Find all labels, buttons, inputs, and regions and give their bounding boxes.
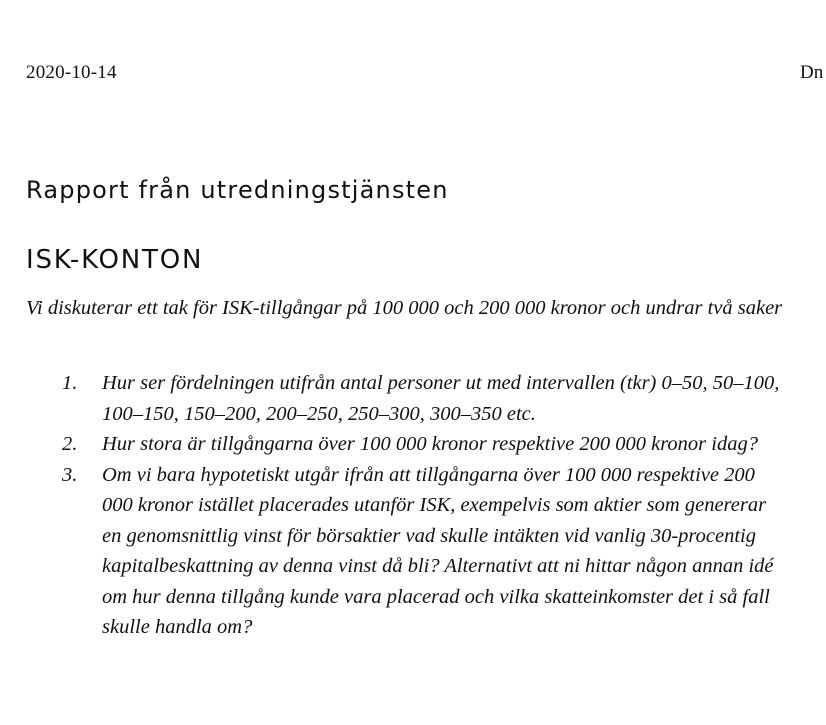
- question-list: [62, 368, 782, 643]
- question-text: Hur ser fördelningen utifrån antal personer ut med intervallen (tkr) 0–50, 50–100, 100–150, 150–200, 200–250, 250–300, 300–350 etc.: [102, 372, 780, 425]
- document-reference: Dn: [800, 62, 824, 83]
- question-item: [62, 368, 782, 429]
- question-number: 1.: [62, 372, 78, 394]
- question-item: [62, 460, 782, 643]
- question-number: 2.: [62, 433, 78, 455]
- question-item: [62, 429, 782, 460]
- question-text: Om vi bara hypotetiskt utgår ifrån att tillgångarna över 100 000 respektive 200 000 kronor istället placerades utanför ISK, exempelvis som aktier som genererar en genomsnittlig vinst för börsaktier vad skulle intäkten vid vanlig 30-procentig kapitalbeskattning av denna vinst då bli? Alternativt att ni hittar någon annan idé om hur denna tillgång kunde vara placerad och vilka skatteinkomster det i så fall skulle handla om?: [102, 463, 774, 638]
- document-date: 2020-10-14: [26, 62, 117, 83]
- section-title: ISK-KONTON: [26, 245, 204, 275]
- section-intro: Vi diskuterar ett tak för ISK-tillgångar på 100 000 och 200 000 kronor och undrar två saker: [26, 297, 783, 319]
- question-number: 3.: [62, 463, 78, 486]
- question-text: Hur stora är tillgångarna över 100 000 kronor respektive 200 000 kronor idag?: [102, 433, 758, 455]
- report-title: Rapport från utredningstjänsten: [26, 176, 449, 204]
